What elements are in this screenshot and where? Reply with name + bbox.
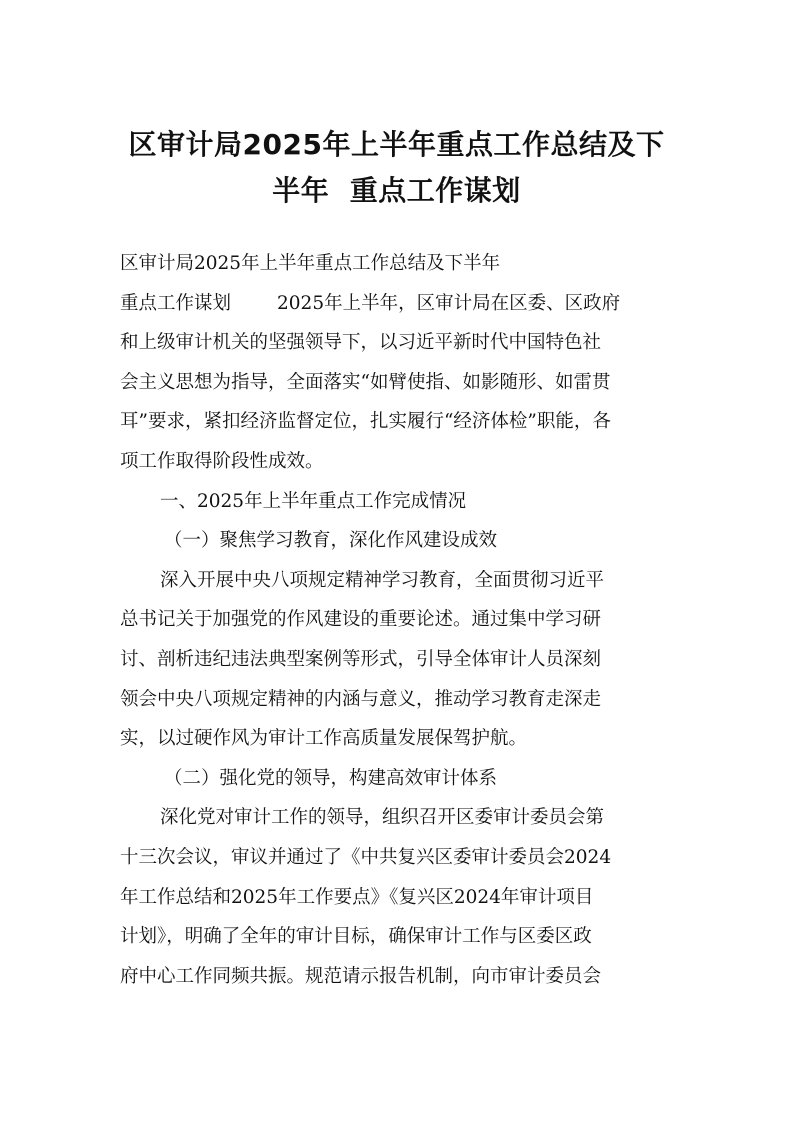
intro-line-4-text: 会主义思想为指导，全面落实“如臂使指、如影随形、如雷贯 <box>120 371 611 393</box>
sub2-line-5: 府中心工作同频共振。规范请示报告机制，向市审计委员会 <box>120 965 602 987</box>
sub2-line-1: 深化党对审计工作的领导，组织召开区委审计委员会第 <box>160 807 605 829</box>
sub2-line-2: 十三次会议，审议并通过了《中共复兴区委审计委员会2024 <box>120 846 612 868</box>
subsection-1-paragraph <box>120 561 676 759</box>
intro-line-1: 区审计局2025年上半年重点工作总结及下半年 <box>120 253 501 274</box>
sub1-line-4: 领会中央八项规定精神的内涵与意义，推动学习教育走深走 <box>120 688 602 710</box>
intro-line-5 <box>120 402 676 442</box>
subsection-2-heading: （二）强化党的领导，构建高效审计体系 <box>164 767 498 789</box>
title-line-1: 区审计局2025年上半年重点工作总结及下 <box>128 128 665 161</box>
intro-line-2 <box>120 284 676 324</box>
subsection-1-heading: （一）聚焦学习教育，深化作风建设成效 <box>164 530 498 552</box>
sub1-line-2: 总书记关于加强党的作风建设的重要论述。通过集中学习研 <box>120 609 602 631</box>
intro-line-2-text: 2025年上半年，区审计局在区委、区政府 <box>277 292 621 314</box>
sub1-line-1: 深入开展中央八项规定精神学习教育，全面贯彻习近平 <box>160 569 605 591</box>
sub2-line-4: 计划》，明确了全年的审计目标，确保审计工作与区委区政 <box>120 926 592 948</box>
intro-line-3 <box>120 323 676 363</box>
intro-line-6: 项工作取得阶段性成效。 <box>120 450 324 472</box>
sub2-line-3: 年工作总结和2025年工作要点》《复兴区2024年审计项目 <box>120 886 594 908</box>
section-1-heading: 一、2025年上半年重点工作完成情况 <box>160 490 467 512</box>
document-body <box>120 244 676 996</box>
subsection-2-paragraph <box>120 798 676 996</box>
sub1-line-5: 实，以过硬作风为审计工作高质量发展保驾护航。 <box>120 728 528 750</box>
intro-line-3-text: 和上级审计机关的坚强领导下，以习近平新时代中国特色社 <box>120 332 602 354</box>
intro-line-2-subtitle: 重点工作谋划 <box>120 292 232 314</box>
intro-line-5-text: 耳”要求，紧扣经济监督定位，扎实履行“经济体检”职能，各 <box>120 411 611 433</box>
document-title <box>100 122 693 214</box>
intro-paragraph <box>120 244 676 482</box>
sub1-line-3: 讨、剖析违纪违法典型案例等形式，引导全体审计人员深刻 <box>120 648 602 670</box>
intro-line-4 <box>120 363 676 403</box>
title-line-2: 半年 重点工作谋划 <box>272 174 521 207</box>
